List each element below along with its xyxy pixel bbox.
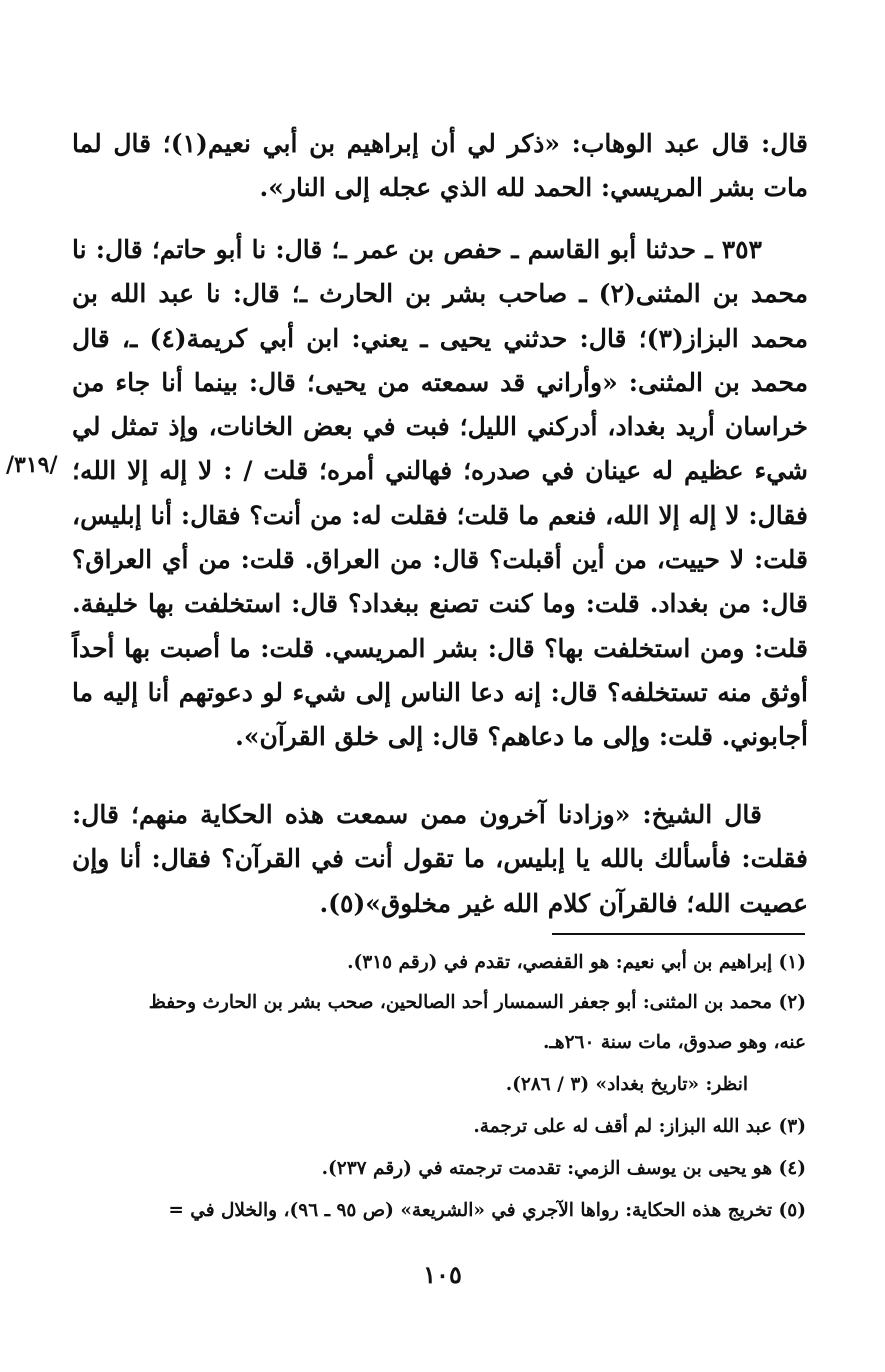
footnote-2-reference: انظر: «تاريخ بغداد» (٣ / ٢٨٦). — [505, 1074, 748, 1095]
footnote-3: (٣) عبد الله البزاز: لم أقف له على ترجمة. — [473, 1116, 806, 1137]
footnote-5: (٥) تخريج هذه الحكاية: رواها الآجري في «الشريعة» (ص ٩٥ ـ ٩٦)، والخلال في = — [168, 1200, 806, 1221]
footnote-separator — [552, 933, 805, 935]
margin-page-reference: /٣١٩/ — [6, 452, 58, 478]
footnote-2-continuation: عنه، وهو صدوق، مات سنة ٢٦٠هـ. — [542, 1032, 806, 1053]
paragraph-1: قال: قال عبد الوهاب: «ذكر لي أن إبراهيم بن أبي نعيم(١)؛ قال لما مات بشر المريسي: الحمد لله الذي عجله إلى النار». — [72, 129, 808, 203]
footnote-4: (٤) هو يحيى بن يوسف الزمي: تقدمت ترجمته في (رقم ٢٣٧). — [321, 1158, 806, 1179]
footnote-2: (٢) محمد بن المثنى: أبو جعفر السمسار أحد الصالحين، صحب بشر بن الحارث وحفظ — [148, 992, 806, 1013]
paragraph-2-narration-353: ٣٥٣ ـ حدثنا أبو القاسم ـ حفص بن عمر ـ؛ قال: نا أبو حاتم؛ قال: نا محمد بن المثنى(٢) ـ صاحب بشر بن الحارث ـ؛ قال: نا عبد الله بن محمد البزاز(٣)؛ قال: حدثني يحيى ـ يعني: ابن أبي كريمة(٤) ـ، قال محمد بن المثنى: «وأراني قد سمعته من يحيى؛ قال: بينما أنا جاء من خراسان أريد بغداد، أدركني الليل؛ فبت في بعض الخانات، وإذ تمثل لي شيء عظيم له عينان في صدره؛ فهالني أمره؛ قلت / : لا إله إلا الله؛ فقال: لا إله إلا الله، فنعم ما قلت؛ فقلت له: من أنت؟ فقال: أنا إبليس، قلت: لا حييت، من أين أقبلت؟ قال: من العراق. قلت: من أي العراق؟ قال: من بغداد. قلت: وما كنت تصنع ببغداد؟ قال: استخلفت بها خليفة. قلت: ومن استخلفت بها؟ قال: بشر المريسي. قلت: ما أصبت بها أحداً أوثق منه تستخلفه؟ قال: إنه دعا الناس إلى شيء لو دعوتهم أنا إليه ما أجابوني. قلت: وإلى ما دعاهم؟ قال: إلى خلق القرآن». — [72, 235, 808, 752]
page-number: ١٠٥ — [423, 1260, 462, 1289]
paragraph-3-sheikh-addition: قال الشيخ: «وزادنا آخرون ممن سمعت هذه الحكاية منهم؛ قال: فقلت: فأسألك بالله يا إبليس، ما تقول أنت في القرآن؟ فقال: أنا وإن عصيت الله؛ فالقرآن كلام الله غير مخلوق»(٥). — [72, 800, 808, 918]
footnote-1: (١) إبراهيم بن أبي نعيم: هو القفصي، تقدم في (رقم ٣١٥). — [347, 952, 806, 973]
